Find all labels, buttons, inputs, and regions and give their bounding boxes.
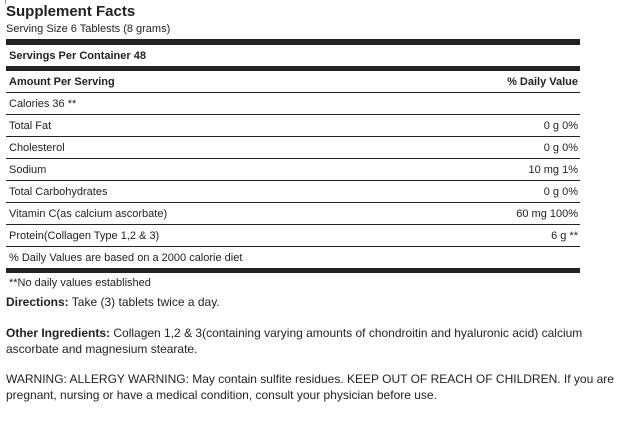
supplement-facts-panel: [6, 3, 580, 293]
no-daily-value-footnote: **No daily values established: [9, 277, 151, 289]
nutrient-amount: 0 g 0%: [543, 141, 578, 154]
nutrient-row: [6, 203, 580, 225]
warning-text: WARNING: ALLERGY WARNING: May contain sulfite residues. KEEP OUT OF REACH OF CHILDREN. If you are pregnant, nursing or have a medical condition, consult your physician before use.: [6, 372, 614, 402]
nutrient-name: Vitamin C(as calcium ascorbate): [9, 207, 168, 220]
ingredients-text: Collagen 1,2 & 3(containing varying amounts of chondroitin and hyaluronic acid) calcium ascorbate and magnesium stearate.: [6, 326, 583, 356]
directions: [6, 294, 622, 310]
calories-label: Calories 36 **: [9, 97, 77, 110]
nutrient-amount: 0 g 0%: [543, 119, 578, 132]
nutrient-name: Protein(Collagen Type 1,2 & 3): [9, 229, 160, 242]
nutrient-row: [6, 159, 580, 181]
amount-header-row: [6, 71, 580, 93]
nutrient-amount: 0 g 0%: [543, 185, 578, 198]
nutrient-amount: 10 mg 1%: [528, 163, 578, 176]
nutrient-row: [6, 181, 580, 203]
warning: [6, 371, 622, 403]
daily-value-footnote-row: [6, 247, 580, 269]
ingredients-label: Other Ingredients:: [6, 326, 111, 340]
nutrient-name: Total Carbohydrates: [9, 185, 108, 198]
serving-size: Serving Size 6 Tablests (8 grams): [6, 23, 171, 35]
facts-title: Supplement Facts: [6, 3, 136, 20]
calories-row: [6, 93, 580, 115]
nutrient-amount: 60 mg 100%: [516, 207, 578, 220]
daily-value-header: % Daily Value: [507, 75, 578, 88]
nutrient-name: Sodium: [9, 163, 47, 176]
nutrient-name: Total Fat: [9, 119, 52, 132]
nutrient-row: [6, 115, 580, 137]
daily-value-footnote: % Daily Values are based on a 2000 calorie diet: [9, 251, 243, 264]
servings-per-container: Servings Per Container 48: [9, 49, 146, 62]
amount-per-serving-header: Amount Per Serving: [9, 75, 115, 88]
directions-text: Take (3) tablets twice a day.: [68, 295, 220, 309]
directions-label: Directions:: [6, 295, 69, 309]
no-daily-value-footnote-row: [6, 273, 580, 293]
nutrient-row: [6, 225, 580, 247]
nutrient-row: [6, 137, 580, 159]
nutrient-amount: 6 g **: [551, 229, 578, 242]
servings-per-container-row: [6, 45, 580, 67]
nutrient-name: Cholesterol: [9, 141, 65, 154]
other-ingredients: [6, 325, 622, 357]
